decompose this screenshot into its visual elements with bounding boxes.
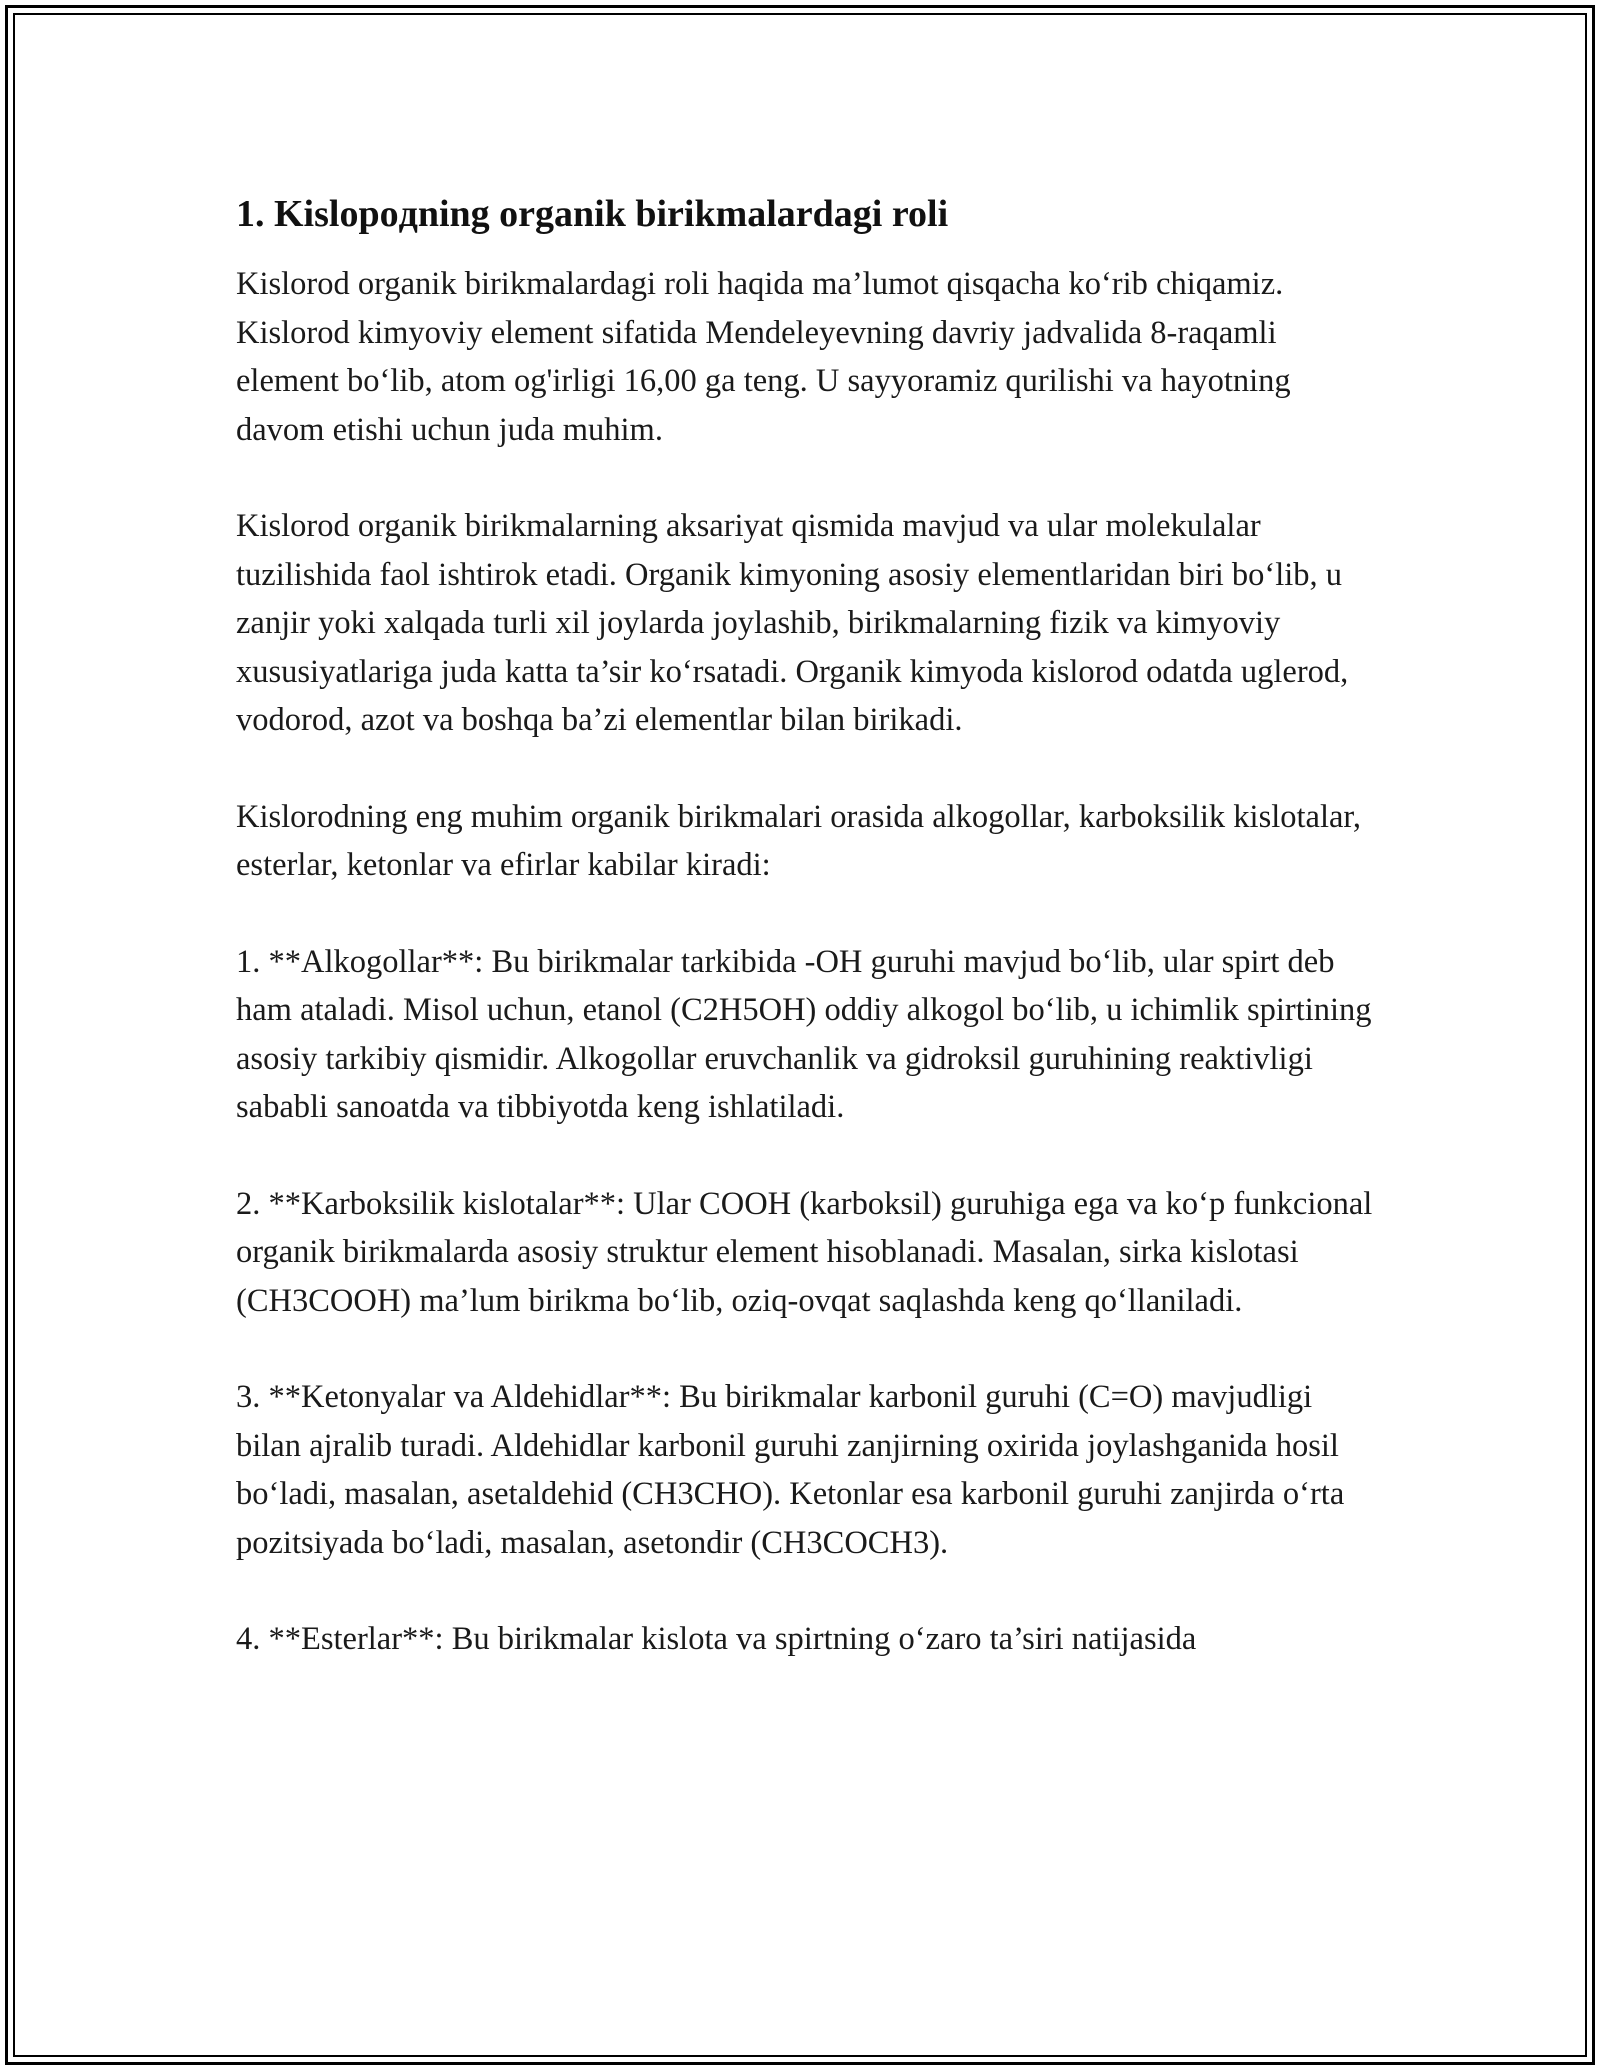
list-item-esters: 4. **Esterlar**: Bu birikmalar kislota va spirtning o‘zaro ta’siri natijasida xyxy=(236,1621,1197,1657)
section-title: 1. Kislopoдning organik birikmalardagi roli xyxy=(236,193,949,235)
paragraph-intro: Kislorod organik birikmalardagi roli haqida ma’lumot qisqacha ko‘rib chiqamiz. Kislorod kimyoviy element sifatida Mendeleyevning davriy jadvalida 8-raqamli element bo‘lib, atom og'irligi 16,00 ga teng. U sayyoramiz qurilishi va hayotning davom etishi uchun juda muhim. xyxy=(236,266,1291,448)
paragraph-compound-list-intro: Kislorodning eng muhim organik birikmalari orasida alkogollar, karboksilik kislotalar, esterlar, ketonlar va efirlar kabilar kiradi: xyxy=(236,798,1362,883)
list-item-ketones-aldehydes: 3. **Ketonyalar va Aldehidlar**: Bu birikmalar karbonil guruhi (C=O) mavjudligi bilan ajralib turadi. Aldehidlar karbonil guruhi zanjirning oxirida joylashganida hosil bo‘ladi, masalan, asetaldehid (CH3CHO). Ketonlar esa karbonil guruhi zanjirda o‘rta pozitsiyada bo‘ladi, masalan, asetondir (CH3COCH3). xyxy=(236,1379,1345,1561)
list-item-alcohols: 1. **Alkogollar**: Bu birikmalar tarkibida -OH guruhi mavjud bo‘lib, ular spirt deb ham ataladi. Misol uchun, etanol (C2H5OH) oddiy alkogol bo‘lib, u ichimlik spirtining asosiy tarkibiy qismidir. Alkogollar eruvchanlik va gidroksil guruhining reaktivligi sababli sanoatda va tibbiyotda keng ishlatiladi. xyxy=(236,943,1372,1125)
document-body xyxy=(236,188,1376,1712)
paragraph-organic-role: Kislorod organik birikmalarning aksariyat qismida mavjud va ular molekulalar tuzilishida faol ishtirok etadi. Organik kimyoning asosiy elementlaridan biri bo‘lib, u zanjir yoki xalqada turli xil joylarda joylashib, birikmalarning fizik va kimyoviy xususiyatlariga juda katta ta’sir ko‘rsatadi. Organik kimyoda kislorod odatda uglerod, vodorod, azot va boshqa ba’zi elementlar bilan birikadi. xyxy=(236,508,1349,738)
list-item-carboxylic-acids: 2. **Karboksilik kislotalar**: Ular COOH (karboksil) guruhiga ega va ko‘p funkcional organik birikmalarda asosiy struktur element hisoblanadi. Masalan, sirka kislotasi (CH3COOH) ma’lum birikma bo‘lib, oziq-ovqat saqlashda keng qo‘llaniladi. xyxy=(236,1185,1373,1319)
